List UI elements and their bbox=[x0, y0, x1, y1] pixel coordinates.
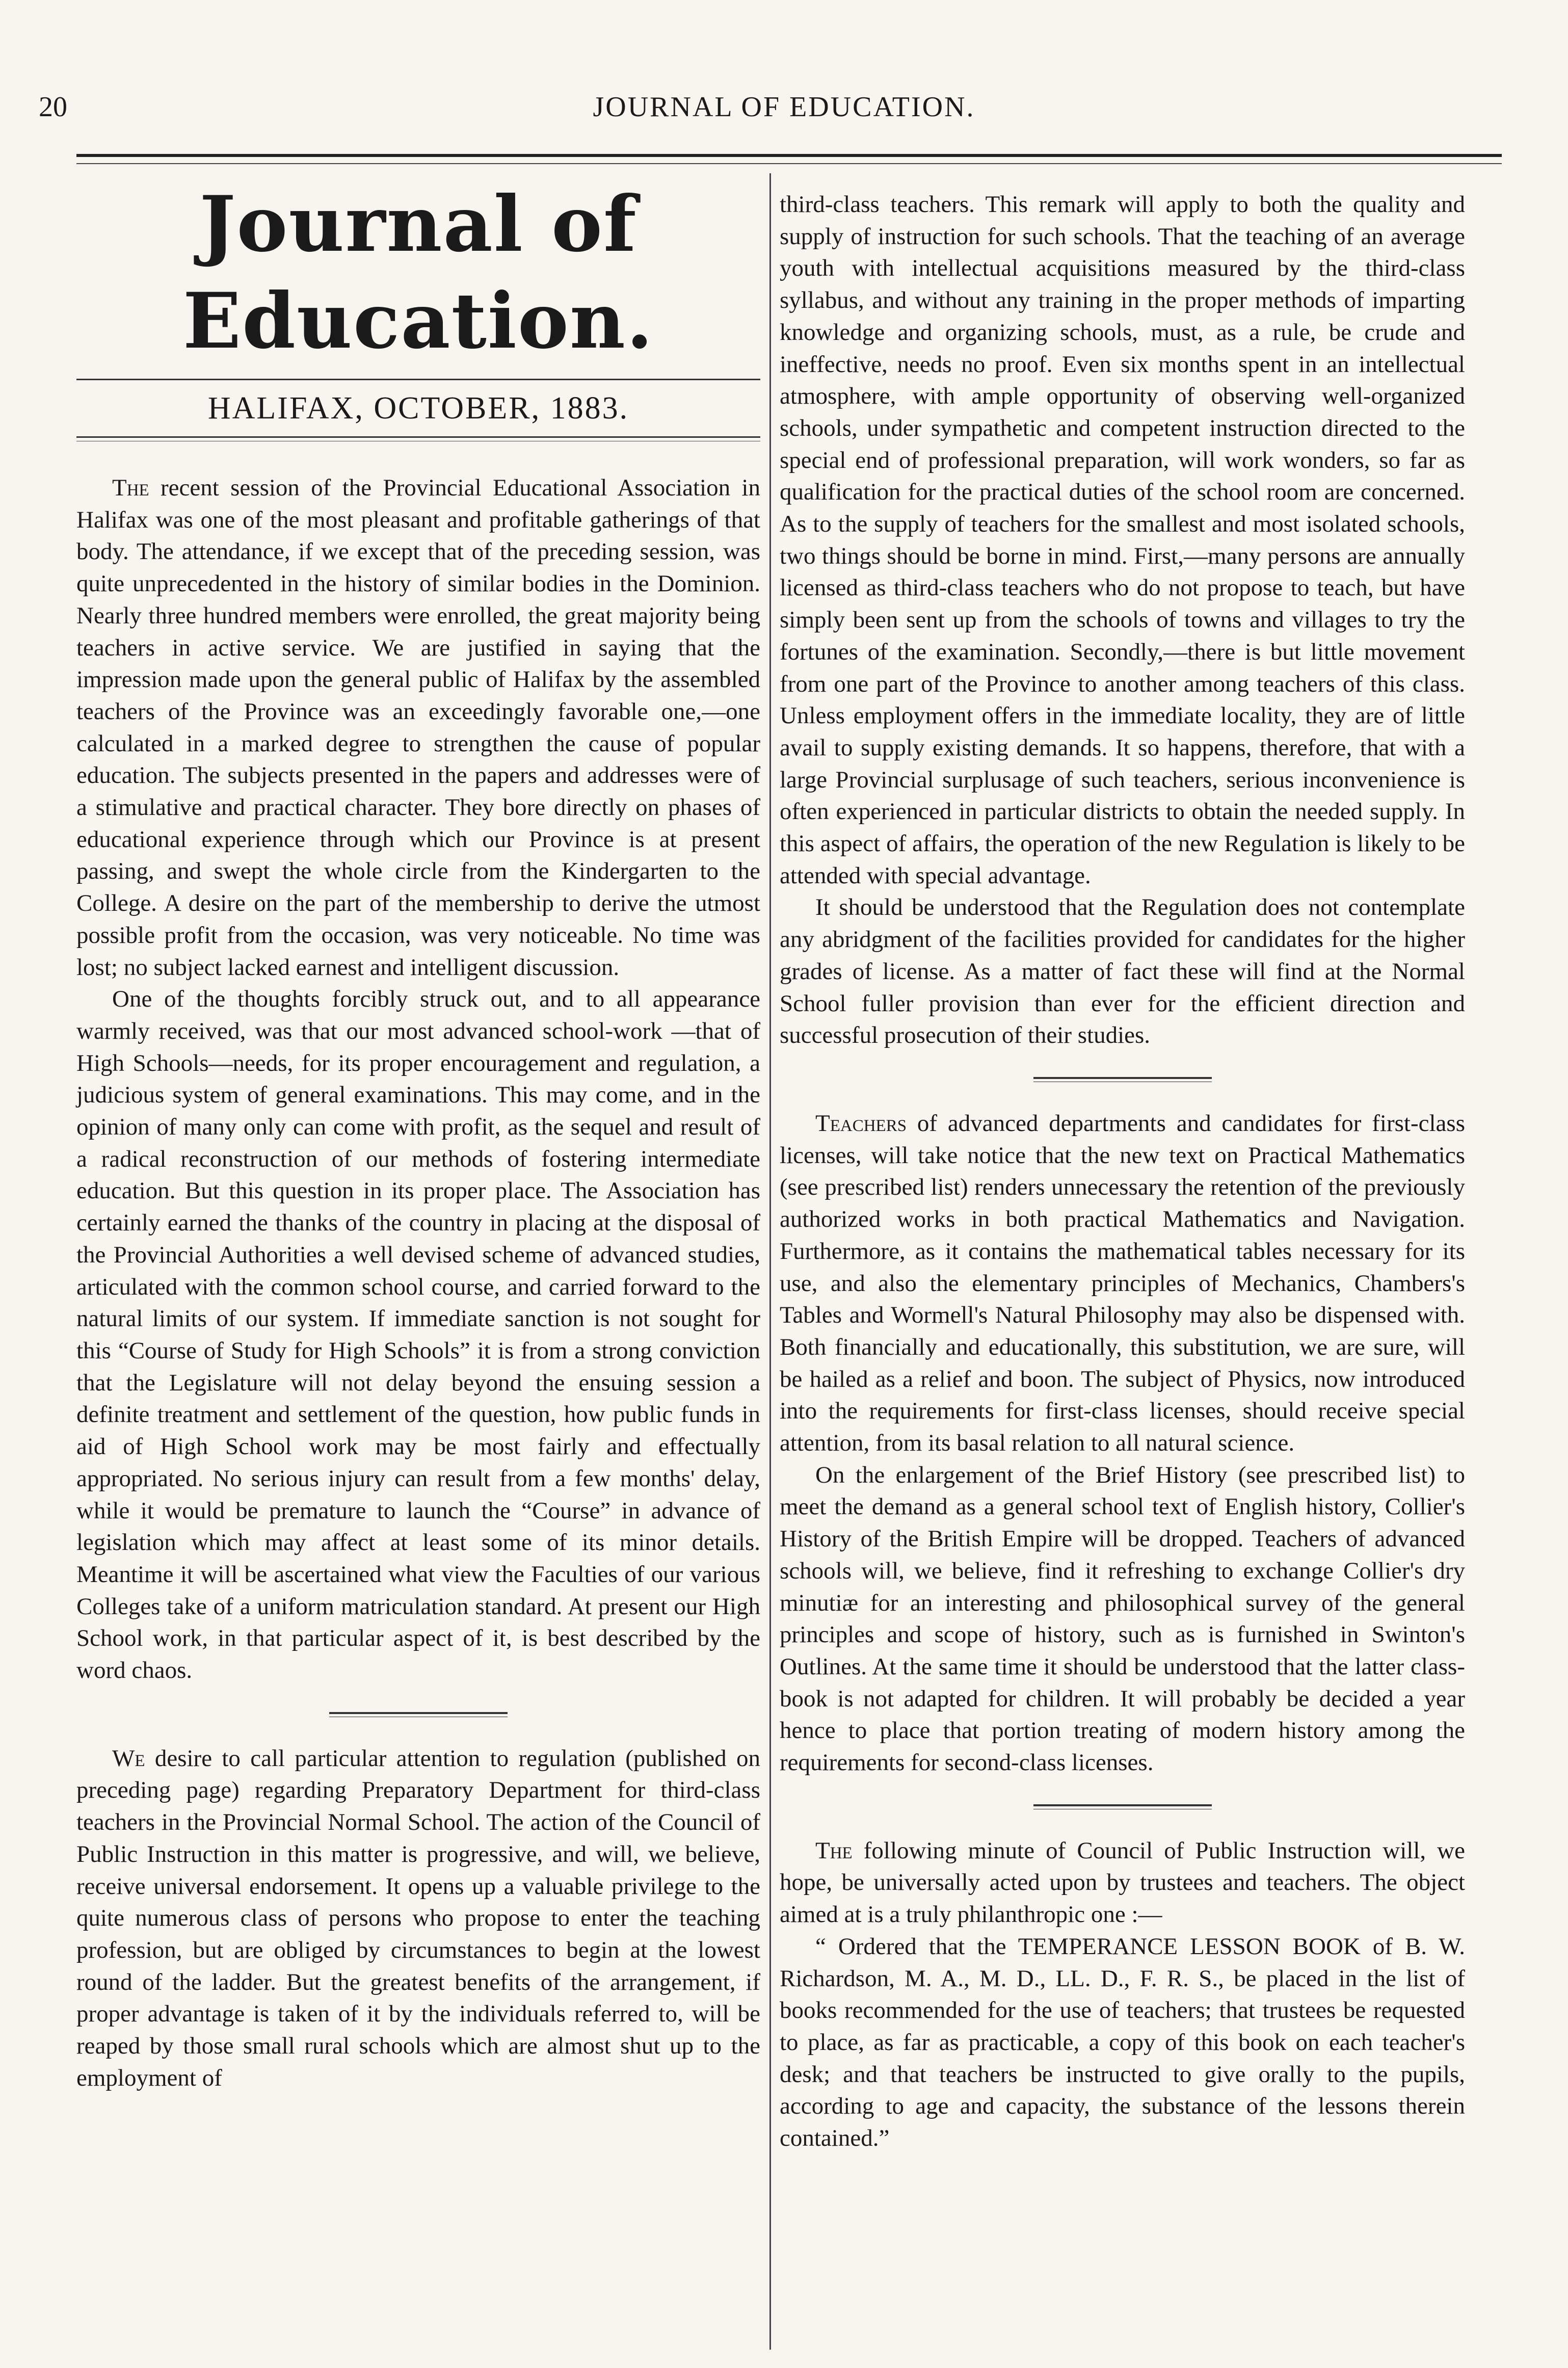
paragraph-text: following minute of Council of Public Instruction will, we hope, be universally acted upon by trustees and teachers. The object aimed at is a truly philanthropic one :— bbox=[780, 1837, 1465, 1928]
paragraph-text: of advanced departments and candidates for first-class licenses, will take notice that the new text on Practical Mathematics (see prescribed list) renders unnecessary the retention of the previously authorized works in both practical Mathematics and Navigation. Furthermore, as it contains the mathematical tables necessary for its use, and also the elementary principles of Mechanics, Chambers's Tables and Wormell's Natural Philosophy may also be dispensed with. Both financially and educationally, this substitution, we are sure, will be hailed as a relief and boon. The subject of Physics, now introduced into the requirements for first-class licenses, should receive special attention, from its basal relation to all natural science. bbox=[780, 1110, 1465, 1457]
article-paragraph: It should be understood that the Regulation does not contemplate any abridgment of the facilities provided for candidates for the higher grades of license. As a matter of fact these will find at the Normal School fuller provision than ever for the efficient direction and successful prosecution of their studies. bbox=[780, 894, 1465, 1049]
right-column bbox=[780, 189, 1465, 2154]
article-paragraph bbox=[780, 1108, 1465, 1459]
header-rule-thin bbox=[76, 163, 1502, 164]
left-column bbox=[76, 176, 760, 2094]
article-paragraph bbox=[780, 1835, 1465, 1931]
header-rule bbox=[76, 154, 1502, 157]
masthead-rule-bottom bbox=[76, 436, 760, 438]
running-head: JOURNAL OF EDUCATION. bbox=[593, 91, 975, 123]
lead-word: The bbox=[815, 1837, 853, 1864]
article-paragraph: On the enlargement of the Brief History (see prescribed list) to meet the demand as a general school text of English history, Collier's History of the British Empire will be dropped. Teachers of advanced schools will, we believe, find it refreshing to exchange Collier's dry minutiæ for an interesting and philosophical survey of the general principles and scope of history, such as is furnished in Swinton's Outlines. At the same time it should be understood that the latter class-book is not adapted for children. It will probably be decided a year hence to place that portion treating of modern history among the requirements for second-class licenses. bbox=[780, 1461, 1465, 1776]
section-separator bbox=[1033, 1077, 1212, 1082]
section-separator bbox=[329, 1712, 508, 1717]
section-separator bbox=[1033, 1804, 1212, 1809]
lead-word: Teachers bbox=[815, 1110, 907, 1137]
article-paragraph: “ Ordered that the TEMPERANCE LESSON BOOK of B. W. Richardson, M. A., M. D., LL. D., F. R. S., be placed in the list of books recommended for the use of teachers; that trustees be requested to place, as far as practicable, a copy of this book on each teacher's desk; and that teachers be instructed to give orally to the pupils, according to age and capacity, the substance of the lessons therein contained.” bbox=[780, 1933, 1465, 2152]
article-paragraph bbox=[76, 1743, 760, 2094]
article-paragraph: third-class teachers. This remark will apply to both the quality and supply of instruction for such schools. That the teaching of an average youth with intellectual acquisitions measured by the third-class syllabus, and without any training in the proper methods of imparting knowledge and organizing schools, must, as a rule, be crude and ineffective, needs no proof. Even six months spent in an intellectual atmosphere, with ample opportunity of observing well-organized schools, under sympathetic and competent instruction directed to the special end of professional preparation, will work wonders, so far as qualification for the practical duties of the school room are concerned. As to the supply of teachers for the smallest and most isolated schools, two things should be borne in mind. First,—many persons are annually licensed as third-class teachers who do not propose to teach, but have simply been sent up from the schools of towns and villages to try the fortunes of the examination. Secondly,—there is but little movement from one part of the Province to another among teachers of this class. Unless employment offers in the immediate locality, they are of little avail to supply existing demands. It so happens, therefore, that with a large Provincial surplusage of such teachers, serious inconvenience is often experienced in particular districts to obtain the needed supply. In this aspect of affairs, the operation of the new Regulation is likely to be attended with special advantage. bbox=[780, 191, 1465, 889]
column-divider bbox=[769, 173, 771, 2350]
page-number: 20 bbox=[39, 91, 67, 123]
lead-word: We bbox=[112, 1745, 145, 1772]
masthead-dateline: HALIFAX, OCTOBER, 1883. bbox=[207, 391, 629, 426]
paragraph-text: recent session of the Provincial Educational Association in Halifax was one of the most pleasant and profitable gatherings of that body. The attendance, if we except that of the preceding session, was quite unprecedented in the history of similar bodies in the Dominion. Nearly three hundred members were enrolled, the great majority being teachers in active service. We are justified in saying that the impression made upon the general public of Halifax by the assembled teachers of the Province was an exceedingly favorable one,—one calculated in a marked degree to strengthen the cause of popular education. The subjects presented in the papers and addresses were of a stimulative and practical character. They bore directly on phases of educational experience through which our Province is at present passing, and swept the whole circle from the Kindergarten to the College. A desire on the part of the membership to derive the utmost possible profit from the occasion, was very noticeable. No time was lost; no subject lacked earnest and intelligent discussion. bbox=[76, 475, 760, 981]
lead-word: The bbox=[112, 475, 149, 501]
article-paragraph: One of the thoughts forcibly struck out, and to all appearance warmly received, was that our most advanced school-work —that of High Schools—needs, for its proper encouragement and regulation, a judicious system of general examinations. This may come, and in the opinion of many only can come with profit, as the sequel and result of a radical reconstruction of our methods of fostering intermediate education. But this question in its proper place. The Association has certainly earned the thanks of the country in placing at the disposal of the Provincial Authorities a well devised scheme of advanced studies, articulated with the common school course, and carried forward to the natural limits of our system. If immediate sanction is not sought for this “Course of Study for High Schools” it is from a strong conviction that the Legislature will not delay beyond the ensuing session a definite treatment and settlement of the question, how public funds in aid of High School work may be most fairly and effectually appropriated. No serious injury can result from a few months' delay, while it would be premature to launch the “Course” in advance of legislation which may affect at least some of its minor details. Meantime it will be ascertained what view the Faculties of our various Colleges take of a uniform matriculation standard. At present our High School work, in that particular aspect of it, is best described by the word chaos. bbox=[76, 986, 760, 1684]
masthead-title: Journal of Education. bbox=[182, 179, 654, 366]
paragraph-text: desire to call particular attention to regulation (published on preceding page) regarding Preparatory Department for third-class teachers in the Provincial Normal School. The action of the Council of Public Instruction in this matter is progressive, and will, we believe, receive universal endorsement. It opens up a valuable privilege to the quite numerous class of persons who propose to enter the teaching profession, but are obliged by circumstances to begin at the lowest round of the ladder. But the greatest benefits of the arrangement, if proper advantage is taken of it by the individuals referred to, will be reaped by those small rural schools which are almost shut up to the employment of bbox=[76, 1745, 760, 2091]
article-paragraph bbox=[76, 472, 760, 983]
